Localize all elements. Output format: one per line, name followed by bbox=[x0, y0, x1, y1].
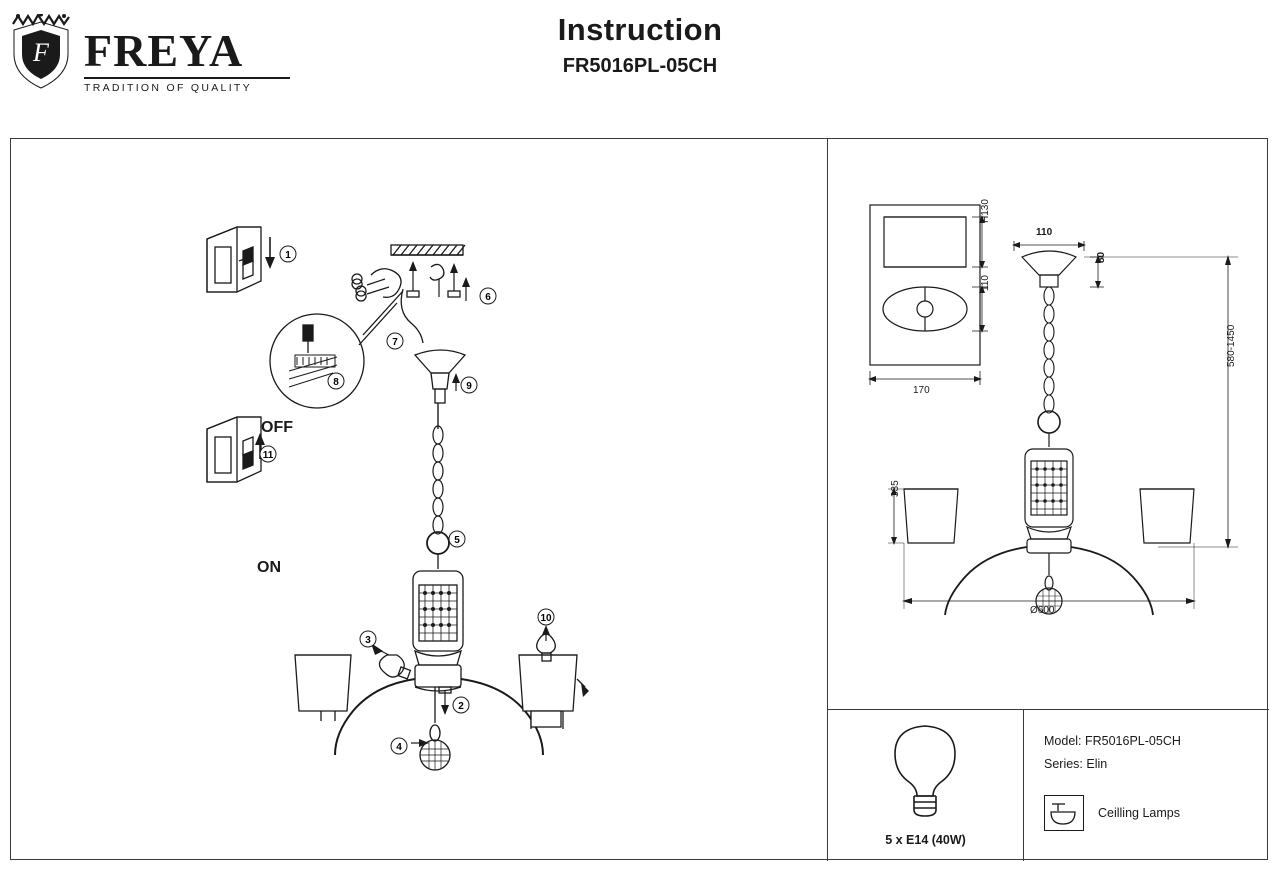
dim-bracket-plate: 110 bbox=[980, 275, 991, 291]
bulb-spec-cell bbox=[828, 710, 1023, 861]
assembly-diagram bbox=[11, 139, 827, 861]
svg-text:11: 11 bbox=[262, 450, 274, 461]
dim-bracket-height: H130 bbox=[980, 199, 991, 223]
svg-text:1: 1 bbox=[285, 250, 291, 261]
page-title: Instruction bbox=[557, 12, 723, 47]
svg-text:3: 3 bbox=[365, 635, 371, 646]
dim-overall-diameter: Ø600 bbox=[1030, 605, 1055, 616]
bulb-icon bbox=[828, 710, 1023, 830]
page-header bbox=[0, 0, 1280, 118]
bulb-spec-label: 5 x E14 (40W) bbox=[885, 833, 966, 847]
product-info-cell bbox=[1024, 710, 1269, 861]
svg-text:10: 10 bbox=[540, 613, 552, 624]
content-frame bbox=[10, 138, 1268, 860]
svg-text:F: F bbox=[33, 38, 49, 67]
dim-bracket-width: 170 bbox=[913, 385, 930, 396]
model-line: Model: FR5016PL-05CH bbox=[1044, 734, 1181, 748]
brand-name: FREYA bbox=[84, 25, 244, 76]
ceiling-lamp-icon bbox=[1044, 795, 1084, 831]
category-label: Ceilling Lamps bbox=[1098, 806, 1180, 820]
model-code: FR5016PL-05CH bbox=[562, 55, 718, 77]
series-line: Series: Elin bbox=[1044, 757, 1108, 771]
category-row bbox=[1044, 795, 1269, 831]
switch-on-label: ON bbox=[257, 559, 281, 576]
dim-shade-height: 335 bbox=[890, 480, 901, 497]
dim-canopy-height: 80 bbox=[1096, 251, 1107, 263]
dim-canopy-width: 110 bbox=[1036, 227, 1053, 238]
svg-text:9: 9 bbox=[466, 381, 472, 392]
svg-text:6: 6 bbox=[485, 292, 491, 303]
technical-drawing bbox=[828, 139, 1269, 709]
dimensions-drawing bbox=[828, 139, 1269, 709]
assembly-drawing bbox=[11, 139, 827, 861]
svg-text:8: 8 bbox=[333, 377, 339, 388]
brand-tagline: TRADITION OF QUALITY bbox=[84, 82, 252, 94]
svg-text:7: 7 bbox=[392, 337, 398, 348]
svg-text:5: 5 bbox=[454, 535, 460, 546]
switch-off-label: OFF bbox=[261, 419, 293, 436]
svg-text:2: 2 bbox=[458, 701, 464, 712]
svg-text:4: 4 bbox=[396, 742, 402, 753]
dim-drop-range: 580-1450 bbox=[1226, 324, 1237, 367]
